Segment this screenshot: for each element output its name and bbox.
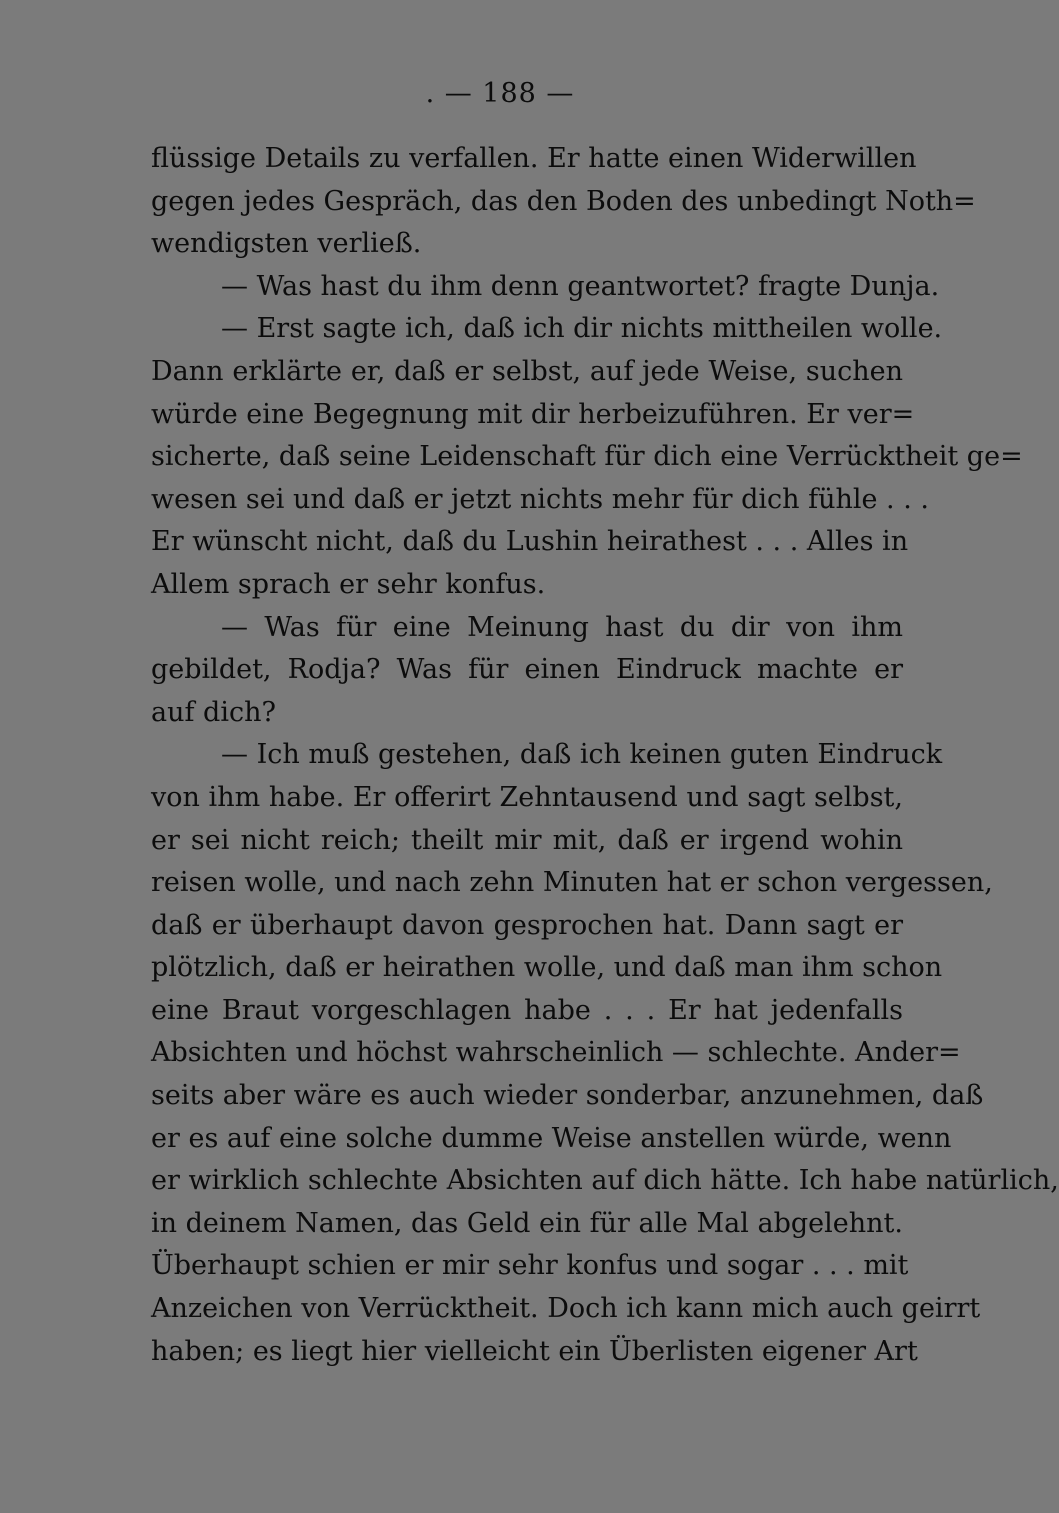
text-line: er wirklich schlechte Absichten auf dich hätte. Ich habe natürlich, — [151, 1165, 1059, 1197]
text-line: Dann erklärte er, daß er selbst, auf jede Weise, suchen — [151, 355, 903, 387]
text-line: Überhaupt schien er mir sehr konfus und sogar . . . mit — [151, 1250, 909, 1282]
text-line: — Ich muß gestehen, daß ich keinen guten Eindruck — [221, 739, 943, 771]
text-line: sicherte, daß seine Leidenschaft für dich eine Verrücktheit ge= — [151, 441, 1023, 473]
text-line: würde eine Begegnung mit dir herbeizuführen. Er ver= — [151, 398, 915, 430]
text-line: wesen sei und daß er jetzt nichts mehr für dich fühle . . . — [151, 483, 929, 515]
text-line: wendigsten verließ. — [151, 228, 422, 260]
text-line: daß er überhaupt davon gesprochen hat. Dann sagt er — [151, 909, 903, 941]
text-line: in deinem Namen, das Geld ein für alle Mal abgelehnt. — [151, 1207, 903, 1239]
text-line: — Was hast du ihm denn geantwortet? fragte Dunja. — [221, 270, 940, 302]
body-text — [151, 138, 1059, 1373]
text-line: eine Braut vorgeschlagen habe . . . Er hat jedenfalls — [151, 994, 903, 1026]
text-line: haben; es liegt hier vielleicht ein Überlisten eigener Art — [151, 1335, 918, 1367]
text-line: seits aber wäre es auch wieder sonderbar, anzunehmen, daß — [151, 1080, 984, 1112]
text-line: er es auf eine solche dumme Weise anstellen würde, wenn — [151, 1122, 952, 1154]
text-line: Er wünscht nicht, daß du Lushin heirathest . . . Alles in — [151, 526, 909, 558]
page-number: . — 188 — — [425, 78, 575, 109]
text-line: Absichten und höchst wahrscheinlich — schlechte. Ander= — [151, 1037, 961, 1069]
text-line: gebildet, Rodja? Was für einen Eindruck machte er — [151, 654, 903, 686]
text-line: Allem sprach er sehr konfus. — [151, 568, 546, 600]
text-line: — Erst sagte ich, daß ich dir nichts mittheilen wolle. — [221, 313, 943, 345]
text-line: Anzeichen von Verrücktheit. Doch ich kann mich auch geirrt — [151, 1293, 981, 1325]
text-line: flüssige Details zu verfallen. Er hatte einen Widerwillen — [151, 143, 917, 174]
text-line: plötzlich, daß er heirathen wolle, und daß man ihm schon — [151, 952, 943, 984]
text-line: auf dich? — [151, 696, 276, 728]
text-line: reisen wolle, und nach zehn Minuten hat er schon vergessen, — [151, 867, 993, 899]
text-line: — Was für eine Meinung hast du dir von ihm — [221, 611, 903, 643]
text-line: er sei nicht reich; theilt mir mit, daß er irgend wohin — [151, 824, 903, 856]
text-line: gegen jedes Gespräch, das den Boden des unbedingt Noth= — [151, 185, 976, 217]
text-line: von ihm habe. Er offerirt Zehntausend und sagt selbst, — [151, 781, 903, 813]
